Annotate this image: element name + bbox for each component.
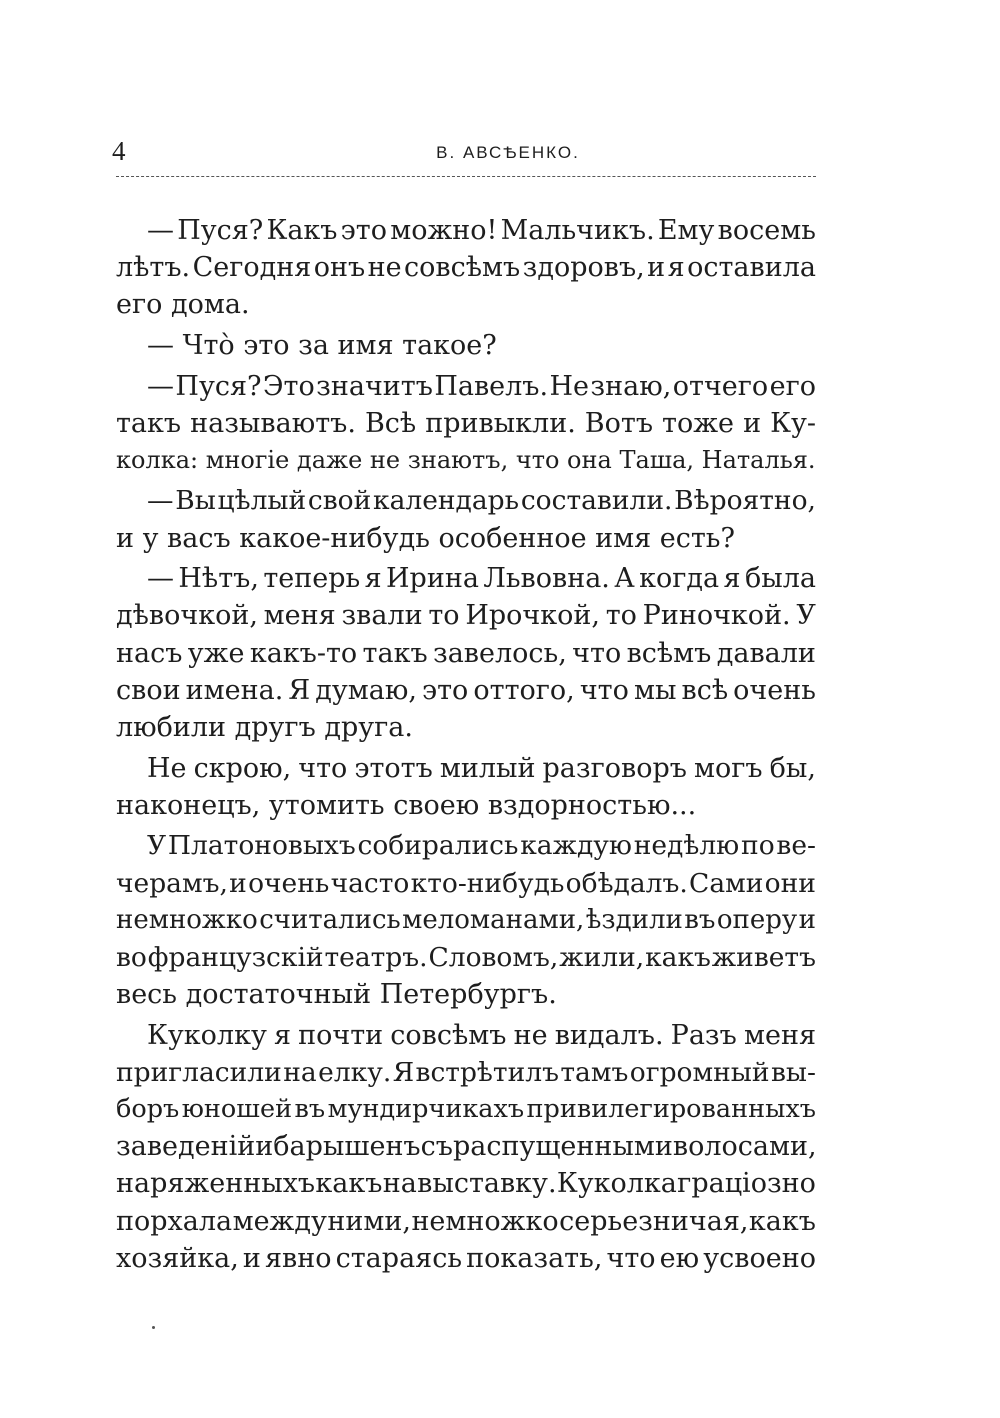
header-rule <box>116 176 816 177</box>
text-line: наконецъ, утомить своею вздорностью... <box>116 789 697 821</box>
print-speck <box>152 1326 155 1329</box>
text-line: боръ юношей въ мундирчикахъ привилегированныхъ <box>116 1094 816 1125</box>
text-line: — Пуся? Какъ это можно! Мальчикъ. Ему восемь <box>147 215 816 246</box>
text-line: — Пуся? Это значитъ Павелъ. Не знаю, отчего его <box>147 370 816 402</box>
text-line: любили другъ друга. <box>116 712 413 743</box>
text-line: пригласили на елку. Я встрѣтилъ тамъ огромный вы- <box>116 1056 816 1088</box>
text-line: — Нѣтъ, теперь я Ирина Львовна. А когда я была <box>147 563 816 595</box>
text-line: черамъ, и очень часто кто-нибудь обѣдалъ. Сами они <box>116 867 816 899</box>
text-line: — Вы цѣлый свой календарь составили. Вѣроятно, <box>147 485 816 517</box>
text-line: Куколку я почти совсѣмъ не видалъ. Разъ меня <box>147 1019 816 1051</box>
text-line: колка: многіе даже не знаютъ, что она Таша, Наталья. <box>116 445 816 474</box>
text-line: весь достаточный Петербургъ. <box>116 979 557 1011</box>
text-line: У Платоновыхъ собирались каждую недѣлю по ве- <box>147 830 816 862</box>
text-line: такъ называютъ. Всѣ привыкли. Вотъ тоже и Ку- <box>116 407 816 439</box>
text-line: свои имена. Я думаю, это оттого, что мы всѣ очень <box>116 674 816 706</box>
text-line: немножко считались меломанами, ѣздили въ оперу и <box>116 904 816 935</box>
text-line: наряженныхъ какъ на выставку. Куколка граціозно <box>116 1168 816 1200</box>
page-number: 4 <box>112 136 126 166</box>
text-line: Не скрою, что этотъ милый разговоръ могъ бы, <box>147 752 816 784</box>
text-line: хозяйка, и явно стараясь показать, что ею усвоено <box>116 1242 816 1274</box>
text-line: порхала между ними, немножко серьезничая, какъ <box>116 1205 816 1237</box>
running-head: В. АВСѢЕНКО. <box>436 143 580 162</box>
text-line: и у васъ какое-нибудь особенное имя есть? <box>116 522 735 554</box>
text-line: его дома. <box>116 289 250 321</box>
text-line: — Что̀ это за имя такое? <box>147 329 497 361</box>
body-text <box>116 212 816 1277</box>
text-line: дѣвочкой, меня звали то Ирочкой, то Риночкой. У <box>116 600 816 632</box>
text-line: насъ уже какъ-то такъ завелось, что всѣмъ давали <box>116 637 816 669</box>
text-line: лѣтъ. Сегодня онъ не совсѣмъ здоровъ, и я оставила <box>116 252 816 284</box>
text-line: заведеній и барышенъ съ распущенными волосами, <box>116 1131 817 1163</box>
text-line: во французскій театръ. Словомъ, жили, какъ живетъ <box>116 941 816 973</box>
